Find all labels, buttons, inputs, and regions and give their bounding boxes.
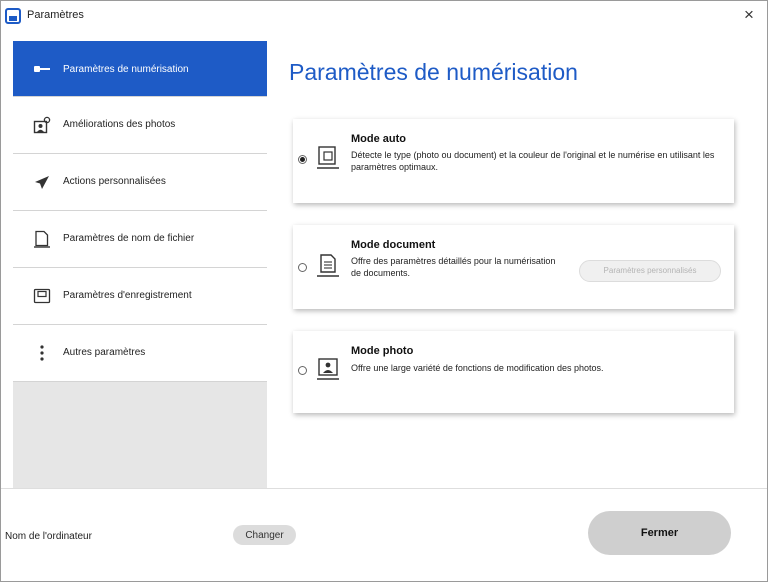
sidebar-item-label: Paramètres de nom de fichier — [63, 233, 195, 244]
photo-enhance-icon — [33, 116, 51, 134]
close-button[interactable]: Fermer — [588, 511, 731, 555]
mode-card-photo[interactable] — [293, 331, 734, 413]
mode-auto-description: Détecte le type (photo ou document) et la couleur de l'original et le numérise en utilisant les paramètres optimaux. — [351, 150, 715, 172]
sidebar-item-other-settings[interactable] — [13, 325, 267, 382]
sidebar-item-file-name-settings[interactable] — [13, 211, 267, 268]
custom-settings-button: Paramètres personnalisés — [579, 260, 721, 282]
mode-card-document[interactable] — [293, 225, 734, 309]
sidebar-item-label: Améliorations des photos — [63, 119, 176, 130]
sidebar-item-label: Autres paramètres — [63, 347, 146, 358]
sidebar-item-photo-enhancements[interactable] — [13, 97, 267, 154]
footer — [1, 488, 767, 581]
computer-name-label: Nom de l'ordinateur — [5, 531, 92, 542]
sidebar-item-save-settings[interactable] — [13, 268, 267, 325]
sidebar-item-label: Paramètres de numérisation — [63, 64, 189, 75]
mode-document-radio[interactable] — [298, 263, 307, 272]
sidebar-item-label: Actions personnalisées — [63, 176, 166, 187]
title-bar — [1, 1, 767, 31]
window-title: Paramètres — [27, 9, 84, 21]
scan-settings-icon — [33, 60, 51, 78]
mode-photo-description: Offre une large variété de fonctions de modification des photos. — [351, 363, 604, 373]
mode-auto-title: Mode auto — [351, 133, 406, 145]
mode-photo-radio[interactable] — [298, 366, 307, 375]
sidebar-item-label: Paramètres d'enregistrement — [63, 290, 192, 301]
page-title: Paramètres de numérisation — [289, 59, 578, 85]
file-name-icon — [33, 230, 51, 248]
mode-auto-radio[interactable] — [298, 155, 307, 164]
custom-action-icon — [33, 173, 51, 191]
mode-photo-title: Mode photo — [351, 345, 414, 357]
mode-document-description: Offre des paramètres détaillés pour la numérisation de documents. — [351, 256, 556, 278]
close-window-button[interactable]: × — [744, 5, 754, 24]
more-vertical-icon — [33, 344, 51, 362]
sidebar-item-scan-settings[interactable] — [13, 41, 267, 97]
sidebar-item-custom-actions[interactable] — [13, 154, 267, 211]
photo-mode-icon — [315, 355, 341, 381]
mode-card-auto[interactable] — [293, 119, 734, 203]
main-panel — [267, 41, 767, 488]
app-icon — [5, 8, 21, 24]
sidebar — [13, 41, 267, 488]
save-settings-icon — [33, 287, 51, 305]
auto-mode-icon — [315, 144, 341, 170]
mode-document-title: Mode document — [351, 239, 436, 251]
change-button[interactable]: Changer — [233, 525, 296, 545]
document-mode-icon — [315, 252, 341, 278]
